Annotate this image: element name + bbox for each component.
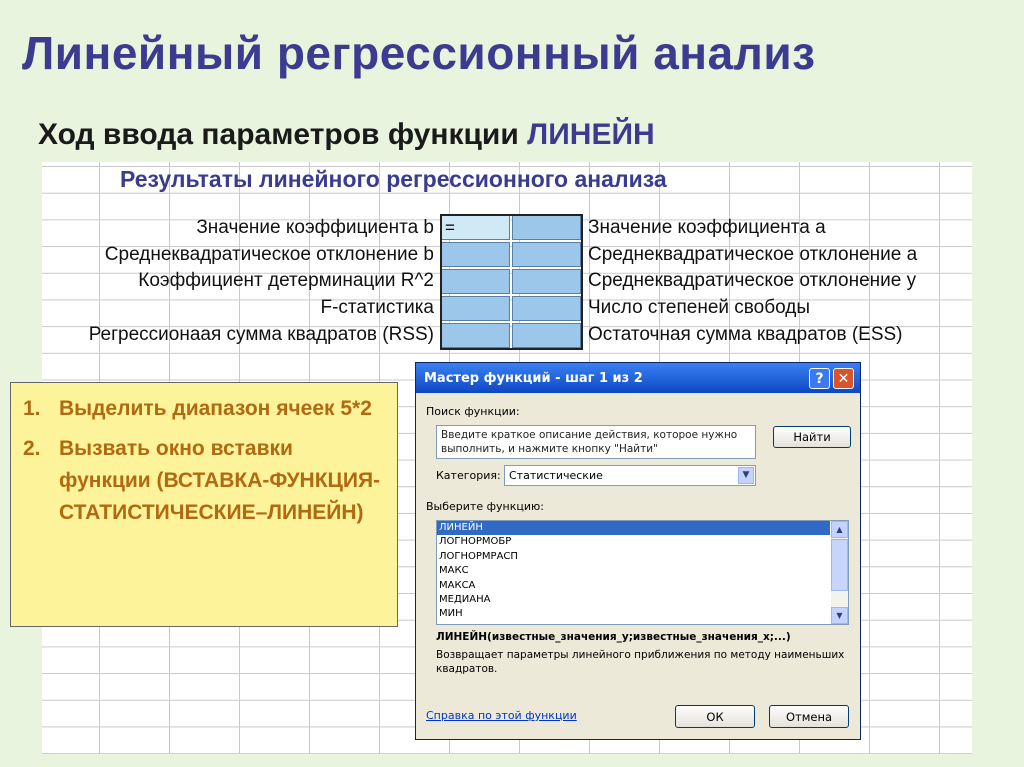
search-label: Поиск функции:	[426, 405, 520, 418]
dialog-title: Мастер функций - шаг 1 из 2	[424, 370, 643, 386]
list-item[interactable]: МАКСА	[439, 579, 476, 591]
range-cell[interactable]	[512, 323, 581, 348]
label-coef-b: Значение коэффициента b	[196, 217, 434, 238]
list-item[interactable]: ЛИНЕЙН	[437, 521, 830, 535]
range-cell[interactable]	[441, 296, 510, 321]
subtitle-function-name: ЛИНЕЙН	[527, 118, 655, 151]
list-item[interactable]: МАКС	[439, 565, 469, 577]
label-r2: Коэффициент детерминации R^2	[138, 270, 434, 291]
select-function-label: Выберите функцию:	[426, 500, 544, 513]
find-button[interactable]: Найти	[773, 426, 851, 448]
function-wizard-dialog	[415, 362, 861, 740]
ok-button[interactable]: ОК	[675, 705, 755, 728]
instructions-note	[10, 382, 398, 627]
search-input[interactable]: Введите краткое описание действия, которое нужно выполнить, и нажмите кнопку "Найти"	[436, 425, 756, 459]
range-cell[interactable]	[441, 242, 510, 267]
scroll-thumb[interactable]	[831, 539, 848, 591]
label-f-stat: F-статистика	[320, 297, 434, 318]
label-coef-a: Значение коэффициента a	[588, 217, 826, 238]
dialog-titlebar[interactable]	[416, 363, 860, 393]
help-icon[interactable]: ?	[809, 368, 830, 389]
list-item[interactable]: ЛОГНОРМОБР	[439, 536, 512, 548]
category-value: Статистические	[509, 469, 603, 482]
results-title: Результаты линейного регрессионного анализа	[120, 166, 667, 192]
label-rss: Регрессионаая сумма квадратов (RSS)	[88, 324, 434, 345]
list-scrollbar[interactable]	[831, 521, 848, 624]
cancel-button[interactable]: Отмена	[769, 705, 849, 728]
range-cell[interactable]	[441, 269, 510, 294]
note-step-number: 1.	[23, 397, 41, 420]
label-std-b: Среднеквадратическое отклонение b	[104, 244, 434, 265]
category-label: Категория:	[436, 469, 501, 482]
note-step-text: Вызвать окно вставки функции (ВСТАВКА-ФУНКЦИЯ-СТАТИСТИЧЕСКИЕ–ЛИНЕЙН)	[59, 437, 381, 524]
function-list[interactable]	[436, 520, 849, 625]
note-step-text: Выделить диапазон ячеек 5*2	[59, 397, 372, 420]
slide-subtitle	[38, 118, 655, 152]
range-cell[interactable]	[512, 269, 581, 294]
function-description: Возвращает параметры линейного приближения по методу наименьших квадратов.	[436, 649, 845, 675]
scroll-up-icon[interactable]: ▲	[831, 521, 848, 538]
category-select[interactable]	[504, 465, 756, 486]
range-cell[interactable]	[512, 242, 581, 267]
note-step	[23, 393, 385, 425]
label-std-a: Среднеквадратическое отклонение a	[588, 244, 918, 265]
help-link[interactable]: Справка по этой функции	[426, 709, 577, 722]
function-signature: ЛИНЕЙН(известные_значения_y;известные_значения_x;...)	[436, 631, 791, 643]
subtitle-prefix: Ход ввода параметров функции	[38, 118, 519, 151]
range-cell[interactable]	[441, 323, 510, 348]
label-ess: Остаточная сумма квадратов (ESS)	[588, 324, 903, 345]
scroll-down-icon[interactable]: ▼	[831, 607, 848, 624]
chevron-down-icon[interactable]: ▼	[738, 467, 754, 484]
list-item[interactable]: МИН	[439, 608, 463, 620]
list-item[interactable]: МЕДИАНА	[439, 593, 491, 605]
note-step-number: 2.	[23, 437, 41, 460]
close-icon[interactable]: ✕	[833, 368, 854, 389]
active-cell[interactable]: =	[441, 215, 510, 240]
slide-title: Линейный регрессионный анализ	[22, 27, 816, 79]
label-dof: Число степеней свободы	[588, 297, 811, 318]
note-step	[23, 433, 385, 529]
range-cell[interactable]	[512, 296, 581, 321]
label-std-y: Среднеквадратическое отклонение y	[588, 270, 917, 291]
list-item[interactable]: ЛОГНОРМРАСП	[439, 550, 518, 562]
range-cell[interactable]	[512, 215, 581, 240]
